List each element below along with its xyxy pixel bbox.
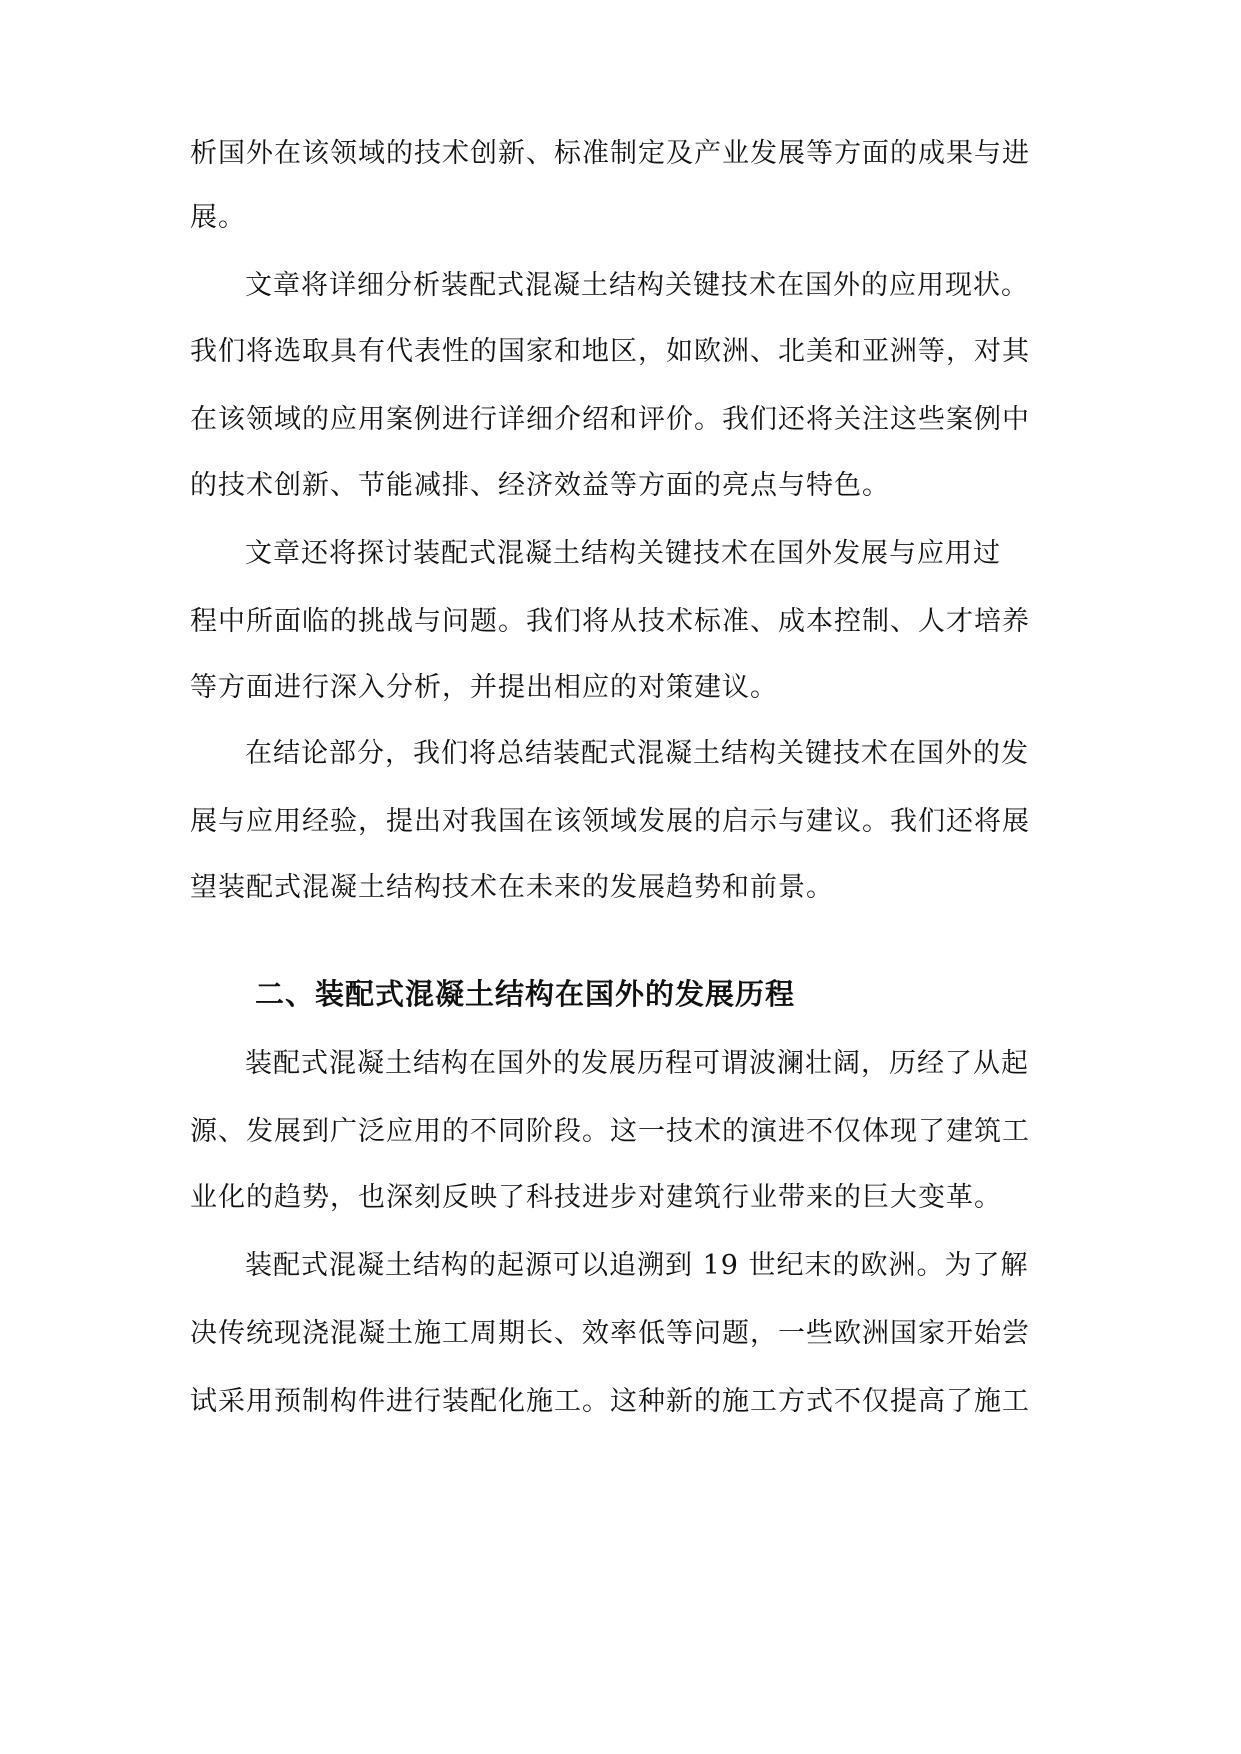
section-paragraph-1-line-3: 业化的趋势，也深刻反映了科技进步对建筑行业带来的巨大变革。: [190, 1182, 1002, 1213]
section-paragraph-1-line-1: 装配式混凝土结构在国外的发展历程可谓波澜壮阔，历经了从起: [245, 1048, 1029, 1079]
section-paragraph-1-line-2: 源、发展到广泛应用的不同阶段。这一技术的演进不仅体现了建筑工: [190, 1116, 1030, 1147]
paragraph-2-line-4: 的技术创新、节能减排、经济效益等方面的亮点与特色。: [190, 470, 890, 501]
section-paragraph-2-line-1: 装配式混凝土结构的起源可以追溯到 19 世纪末的欧洲。为了解: [245, 1250, 1029, 1281]
section-paragraph-2-line-2: 决传统现浇混凝土施工周期长、效率低等问题，一些欧洲国家开始尝: [190, 1318, 1030, 1349]
paragraph-1-line-1: 析国外在该领域的技术创新、标准制定及产业发展等方面的成果与进: [190, 138, 1030, 169]
paragraph-3-line-3: 等方面进行深入分析，并提出相应的对策建议。: [190, 672, 778, 703]
paragraph-4-line-1: 在结论部分，我们将总结装配式混凝土结构关键技术在国外的发: [245, 738, 1029, 769]
section-paragraph-2-line-3: 试采用预制构件进行装配化施工。这种新的施工方式不仅提高了施工: [190, 1386, 1030, 1417]
paragraph-3-line-1: 文章还将探讨装配式混凝土结构关键技术在国外发展与应用过: [245, 538, 1001, 569]
paragraph-4-line-2: 展与应用经验，提出对我国在该领域发展的启示与建议。我们还将展: [190, 806, 1030, 837]
paragraph-2-line-3: 在该领域的应用案例进行详细介绍和评价。我们还将关注这些案例中: [190, 404, 1030, 435]
paragraph-2-line-2: 我们将选取具有代表性的国家和地区，如欧洲、北美和亚洲等，对其: [190, 336, 1030, 367]
paragraph-4-line-3: 望装配式混凝土结构技术在未来的发展趋势和前景。: [190, 872, 834, 903]
paragraph-3-line-2: 程中所面临的挑战与问题。我们将从技术标准、成本控制、人才培养: [190, 606, 1030, 637]
paragraph-2-line-1: 文章将详细分析装配式混凝土结构关键技术在国外的应用现状。: [245, 270, 1029, 301]
section-heading: 二、装配式混凝土结构在国外的发展历程: [255, 977, 796, 1011]
paragraph-1-line-2: 展。: [190, 202, 246, 233]
